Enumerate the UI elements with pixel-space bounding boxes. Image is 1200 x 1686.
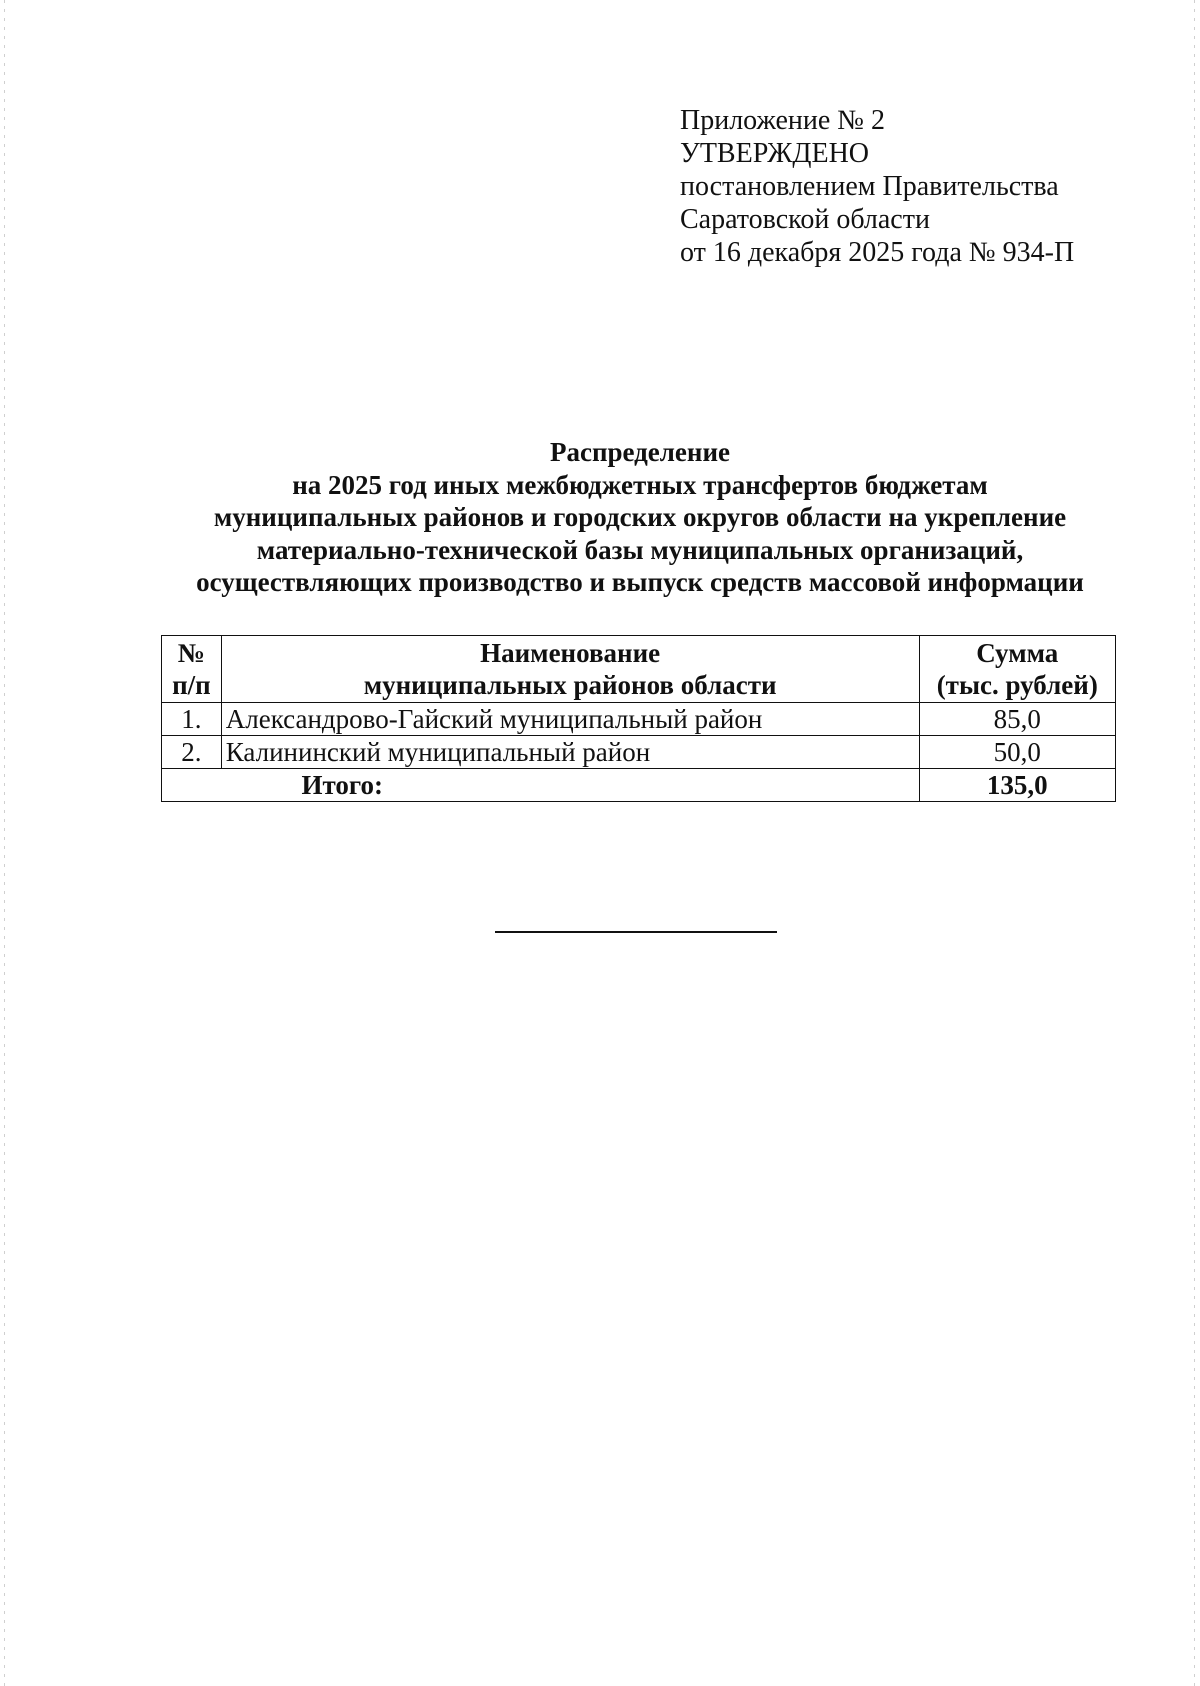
header-number [162,636,222,703]
approval-block [680,104,1140,269]
row-name: Александрово-Гайский муниципальный район [221,703,919,736]
header-name-line-2: муниципальных районов области [363,670,777,700]
row-number: 1. [162,703,222,736]
total-sum: 135,0 [919,769,1115,802]
table-row [162,736,1116,769]
header-number-line-2: п/п [172,670,211,700]
document-title [150,436,1130,599]
scan-edge-right [1194,0,1195,1686]
table-row [162,703,1116,736]
title-line-1: Распределение [549,437,731,467]
header-sum [919,636,1115,703]
title-line-4: материально-технической базы муниципальных организаций, [256,534,1024,565]
table-header-row [162,636,1116,703]
row-name: Калининский муниципальный район [221,736,919,769]
total-label: Итого: [162,769,920,802]
approval-line-3: от 16 декабря 2025 года № 934-П [680,237,1075,268]
scan-edge-left [4,0,5,1686]
end-separator-line [495,931,777,933]
header-name [221,636,919,703]
title-line-3: муниципальных районов и городских округов области на укрепление [213,502,1067,532]
row-sum: 85,0 [919,703,1115,736]
total-row [162,769,1116,802]
distribution-table [161,635,1116,802]
row-sum: 50,0 [919,736,1115,769]
approved-stamp-text: УТВЕРЖДЕНО [680,138,870,169]
annex-number: Приложение № 2 [680,105,885,136]
approval-line-1: постановлением Правительства [680,171,1059,202]
title-line-2: на 2025 год иных межбюджетных трансфертов бюджетам [292,469,988,500]
header-name-line-1: Наименование [480,638,661,668]
approval-line-2: Саратовской области [680,204,930,235]
title-line-5: осуществляющих производство и выпуск средств массовой информации [196,567,1084,597]
header-sum-line-1: Сумма [976,638,1059,668]
row-number: 2. [162,736,222,769]
header-number-line-1: № [177,638,205,668]
header-sum-line-2: (тыс. рублей) [936,670,1098,700]
